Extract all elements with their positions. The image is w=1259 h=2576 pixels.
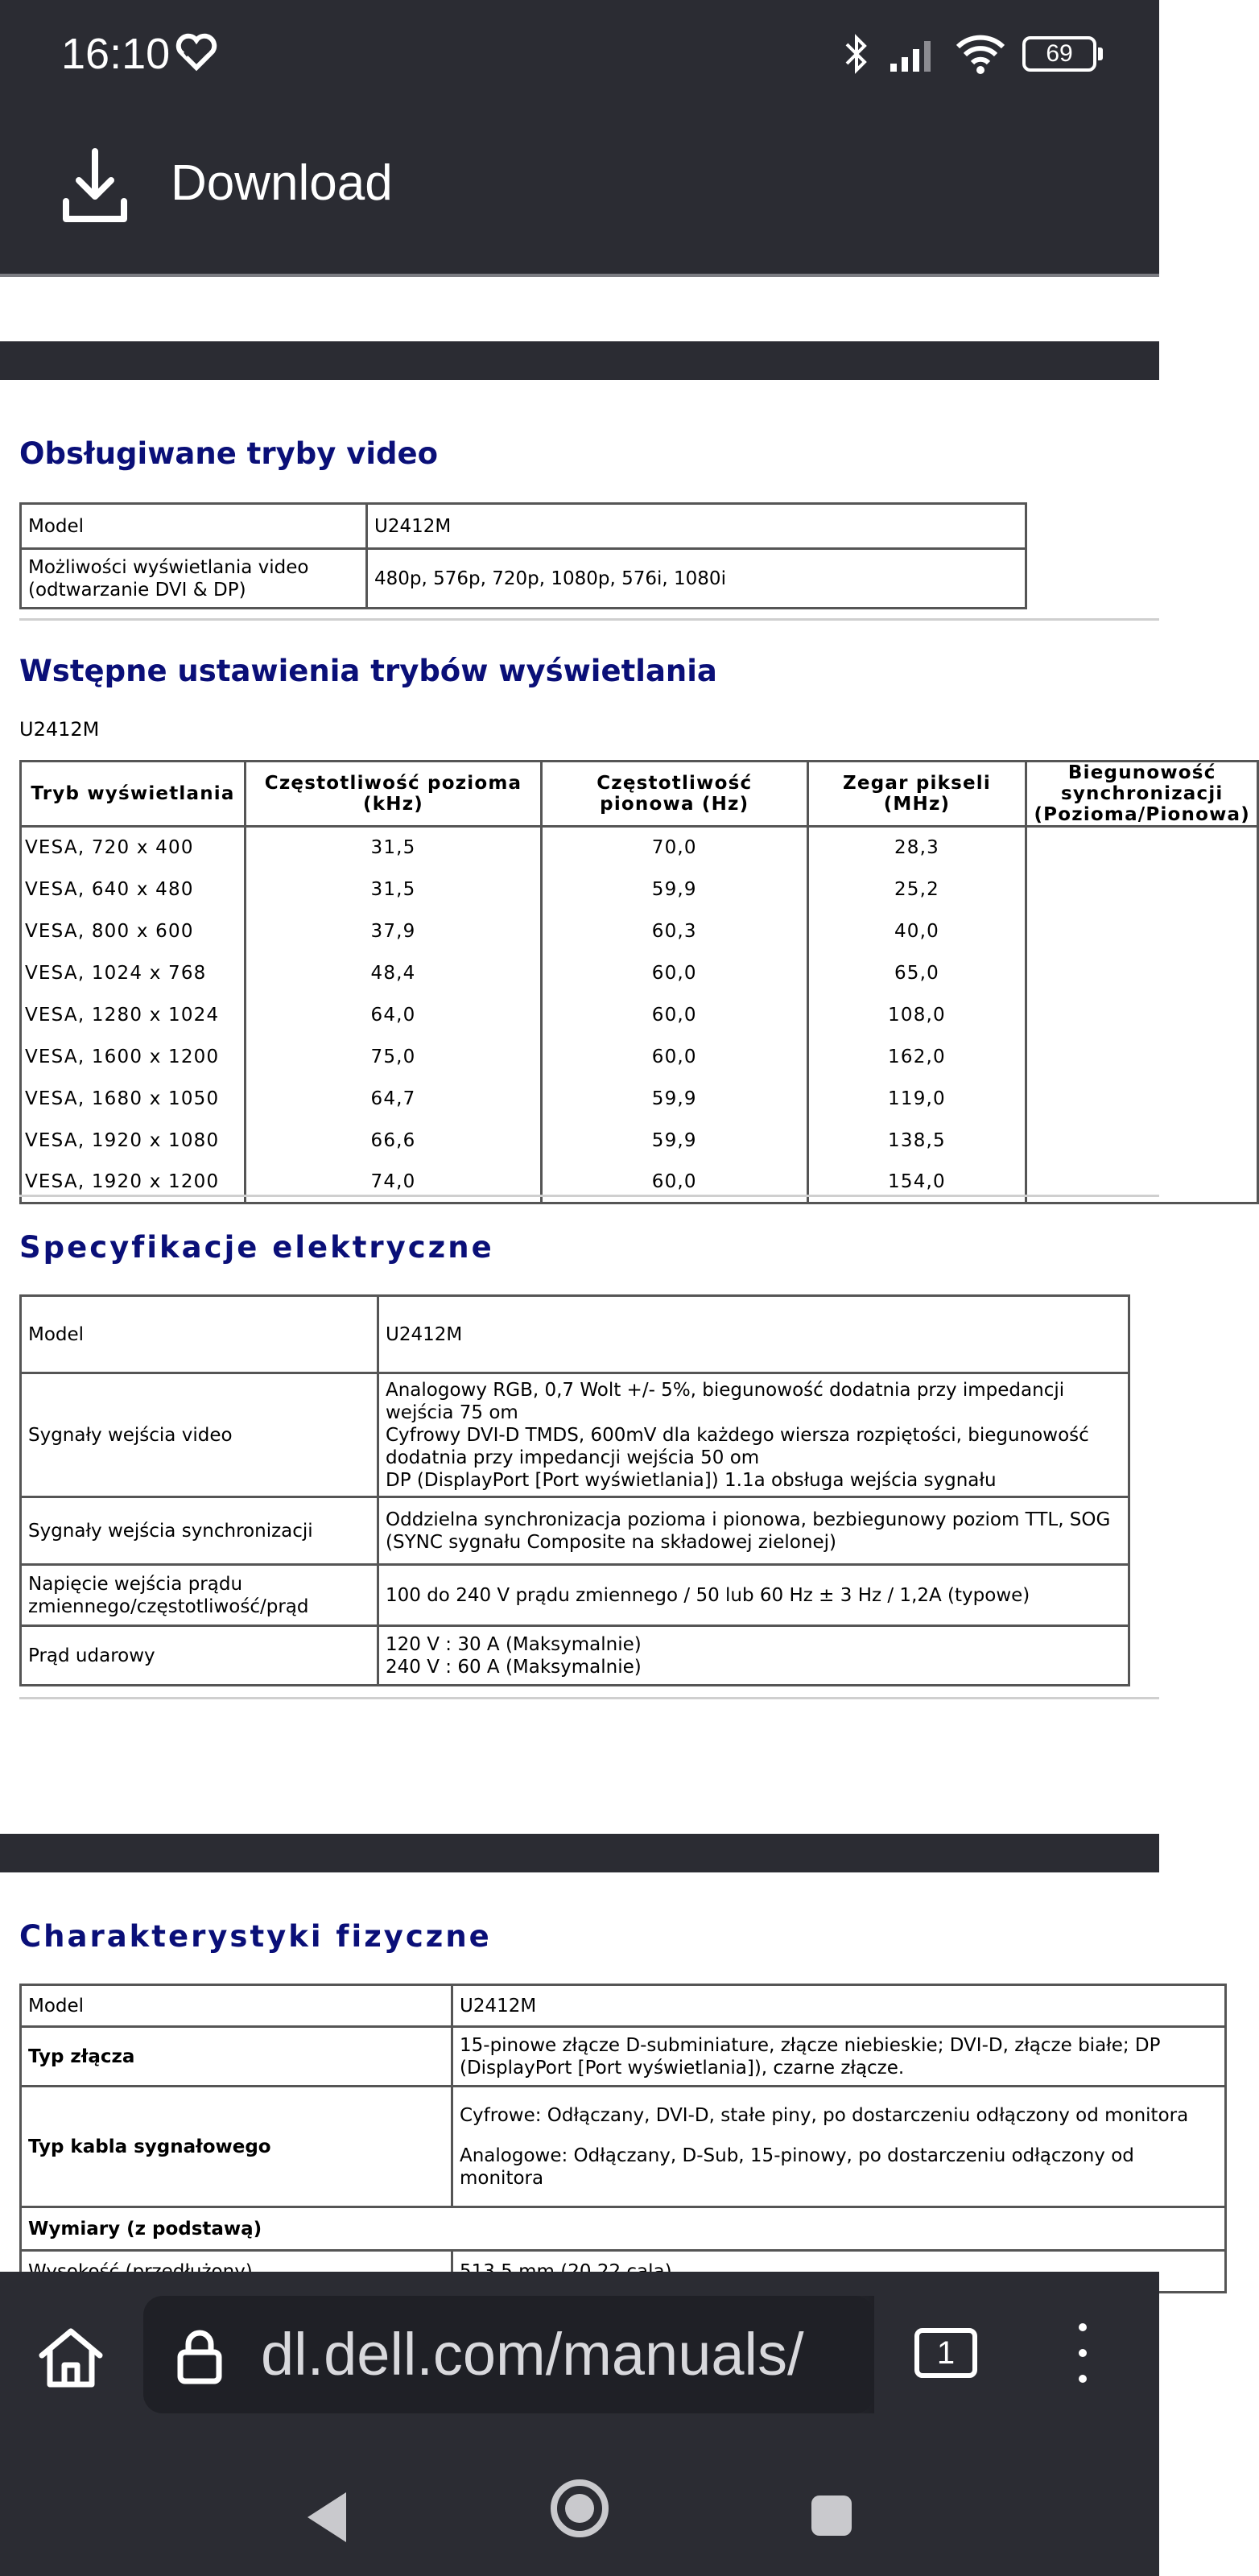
section-band bbox=[0, 1834, 1159, 1872]
home-icon[interactable] bbox=[35, 2325, 106, 2389]
table-cell-label: Typ kabla sygnałowego bbox=[21, 2087, 452, 2207]
table-cell-value bbox=[452, 2087, 1226, 2207]
table-row bbox=[21, 504, 1026, 549]
cell-line: Analogowy RGB, 0,7 Wolt +/- 5%, biegunowość dodatnia przy impedancji wejścia 75 om bbox=[386, 1379, 1065, 1423]
table-cell: 64,7 bbox=[246, 1078, 542, 1120]
column-header: Zegar pikseli (MHz) bbox=[807, 762, 1026, 827]
table-cell: 28,3 bbox=[807, 827, 1026, 869]
table-cell: VESA, 720 x 400 bbox=[21, 827, 246, 869]
table-cell-value: 100 do 240 V prądu zmiennego / 50 lub 60 Hz ± 3 Hz / 1,2A (typowe) bbox=[378, 1565, 1129, 1626]
table-cell-value: Oddzielna synchronizacja pozioma i pionowa, bezbiegunowy poziom TTL, SOG (SYNC sygnału Composite na składowej zielonej) bbox=[378, 1497, 1129, 1565]
table-cell: 60,3 bbox=[542, 910, 807, 952]
tab-switcher-button[interactable]: 1 bbox=[914, 2328, 977, 2378]
heart-health-icon bbox=[175, 35, 217, 71]
table-row bbox=[21, 2087, 1226, 2207]
table-cell: VESA, 1920 x 1080 bbox=[21, 1120, 246, 1162]
table-cell: 59,9 bbox=[542, 869, 807, 910]
table-cell-label: Model bbox=[21, 1296, 378, 1373]
electrical-table bbox=[19, 1294, 1130, 1686]
table-cell: 60,0 bbox=[542, 952, 807, 994]
table-cell: 154,0 bbox=[807, 1162, 1026, 1203]
table-cell: VESA, 1680 x 1050 bbox=[21, 1078, 246, 1120]
page-title: Download bbox=[171, 155, 393, 211]
table-cell: 66,6 bbox=[246, 1120, 542, 1162]
section-title-electrical: Specyfikacje elektryczne bbox=[19, 1230, 494, 1265]
table-cell bbox=[1026, 869, 1258, 910]
nav-home-icon[interactable] bbox=[547, 2476, 612, 2541]
display-modes-table bbox=[19, 760, 1259, 1204]
column-header: Częstotliwość pozioma (kHz) bbox=[246, 762, 542, 827]
table-cell: 37,9 bbox=[246, 910, 542, 952]
section-title-video-modes: Obsługiwane tryby video bbox=[19, 436, 439, 471]
document-content bbox=[0, 277, 1250, 2272]
column-header: Biegunowość synchronizacji (Pozioma/Pionowa) bbox=[1026, 762, 1258, 827]
table-cell: 70,0 bbox=[542, 827, 807, 869]
section-band bbox=[0, 341, 1159, 380]
table-row bbox=[21, 1626, 1129, 1686]
url-text[interactable]: dl.dell.com/manuals/ bbox=[261, 2321, 804, 2388]
battery-level: 69 bbox=[1046, 40, 1073, 67]
table-cell: 60,0 bbox=[542, 1036, 807, 1078]
table-cell: 40,0 bbox=[807, 910, 1026, 952]
table-cell-label: Sygnały wejścia video bbox=[21, 1373, 378, 1497]
table-cell-value: 15-pinowe złącze D-subminiature, złącze niebieskie; DVI-D, złącze białe; DP (DisplayPort [Port wyświetlania]), czarne złącze. bbox=[452, 2027, 1226, 2087]
url-bar[interactable] bbox=[143, 2296, 874, 2413]
table-row bbox=[21, 1120, 1258, 1162]
table-cell bbox=[1026, 827, 1258, 869]
table-row bbox=[21, 1985, 1226, 2027]
table-row bbox=[21, 549, 1026, 609]
table-header-row bbox=[21, 762, 1258, 827]
nav-back-icon[interactable] bbox=[303, 2489, 351, 2545]
table-cell-label: Typ złącza bbox=[21, 2027, 452, 2087]
display-modes-model: U2412M bbox=[19, 718, 100, 741]
table-row bbox=[21, 2207, 1226, 2251]
table-cell: 119,0 bbox=[807, 1078, 1026, 1120]
table-cell bbox=[1026, 1120, 1258, 1162]
table-cell bbox=[1026, 1078, 1258, 1120]
table-row bbox=[21, 994, 1258, 1036]
status-bar bbox=[0, 0, 1159, 105]
more-menu-icon[interactable] bbox=[1071, 2323, 1095, 2388]
table-cell: 31,5 bbox=[246, 827, 542, 869]
section-divider bbox=[19, 1195, 1159, 1197]
table-row bbox=[21, 1497, 1129, 1565]
table-cell bbox=[1026, 910, 1258, 952]
table-row bbox=[21, 910, 1258, 952]
table-cell-value bbox=[378, 1626, 1129, 1686]
url-fade bbox=[826, 2296, 874, 2413]
download-icon[interactable] bbox=[61, 145, 129, 225]
table-cell bbox=[1026, 994, 1258, 1036]
table-cell: 31,5 bbox=[246, 869, 542, 910]
table-cell: 138,5 bbox=[807, 1120, 1026, 1162]
video-modes-table bbox=[19, 502, 1027, 609]
table-cell-value bbox=[378, 1373, 1129, 1497]
app-header bbox=[0, 0, 1159, 277]
table-cell: VESA, 1280 x 1024 bbox=[21, 994, 246, 1036]
table-cell: 60,0 bbox=[542, 1162, 807, 1203]
lock-icon bbox=[175, 2328, 224, 2384]
section-divider bbox=[19, 618, 1159, 621]
table-cell-label: Prąd udarowy bbox=[21, 1626, 378, 1686]
table-cell-value: 480p, 576p, 720p, 1080p, 576i, 1080i bbox=[367, 549, 1026, 609]
section-title-physical: Charakterystyki fizyczne bbox=[19, 1919, 492, 1954]
cell-line: Cyfrowy DVI-D TMDS, 600mV dla każdego wiersza rozpiętości, biegunowość dodatnia przy impedancji wejścia 50 om bbox=[386, 1424, 1089, 1468]
table-cell: VESA, 1600 x 1200 bbox=[21, 1036, 246, 1078]
table-cell bbox=[1026, 1036, 1258, 1078]
table-row bbox=[21, 827, 1258, 869]
bluetooth-icon bbox=[840, 33, 873, 75]
table-row bbox=[21, 1078, 1258, 1120]
physical-table bbox=[19, 1984, 1227, 2293]
column-header: Częstotliwość pionowa (Hz) bbox=[542, 762, 807, 827]
table-cell-label: Sygnały wejścia synchronizacji bbox=[21, 1497, 378, 1565]
cell-line: DP (DisplayPort [Port wyświetlania]) 1.1a obsługa wejścia sygnału bbox=[386, 1469, 997, 1491]
table-cell: 60,0 bbox=[542, 994, 807, 1036]
cell-line: Analogowe: Odłączany, D-Sub, 15-pinowy, po dostarczeniu odłączony od monitora bbox=[460, 2145, 1134, 2189]
table-row bbox=[21, 2027, 1226, 2087]
cell-line: 120 V : 30 A (Maksymalnie) bbox=[386, 1633, 642, 1655]
table-row bbox=[21, 952, 1258, 994]
table-cell-label: Model bbox=[21, 1985, 452, 2027]
cell-spacer bbox=[460, 2127, 1218, 2145]
table-cell-label: Możliwości wyświetlania video (odtwarzanie DVI & DP) bbox=[21, 549, 367, 609]
table-row bbox=[21, 1373, 1129, 1497]
table-cell: VESA, 1920 x 1200 bbox=[21, 1162, 246, 1203]
table-cell: 48,4 bbox=[246, 952, 542, 994]
table-row bbox=[21, 1036, 1258, 1078]
table-cell: VESA, 1024 x 768 bbox=[21, 952, 246, 994]
table-cell: 108,0 bbox=[807, 994, 1026, 1036]
table-cell-label: Wymiary (z podstawą) bbox=[21, 2207, 1226, 2251]
table-row bbox=[21, 869, 1258, 910]
table-cell-value: U2412M bbox=[378, 1296, 1129, 1373]
status-icons bbox=[840, 32, 1096, 76]
table-cell bbox=[1026, 952, 1258, 994]
table-cell: 162,0 bbox=[807, 1036, 1026, 1078]
column-header: Tryb wyświetlania bbox=[21, 762, 246, 827]
table-row bbox=[21, 1296, 1129, 1373]
table-cell: VESA, 800 x 600 bbox=[21, 910, 246, 952]
table-cell: VESA, 640 x 480 bbox=[21, 869, 246, 910]
cell-line: 240 V : 60 A (Maksymalnie) bbox=[386, 1656, 642, 1678]
table-cell-label: Napięcie wejścia prądu zmiennego/częstotliwość/prąd bbox=[21, 1565, 378, 1626]
table-cell: 65,0 bbox=[807, 952, 1026, 994]
table-cell: 75,0 bbox=[246, 1036, 542, 1078]
table-cell-label: Model bbox=[21, 504, 367, 549]
nav-recents-icon[interactable] bbox=[811, 2496, 852, 2536]
wifi-icon bbox=[955, 32, 1006, 76]
signal-icon bbox=[889, 35, 939, 73]
cell-line: Cyfrowe: Odłączany, DVI-D, stałe piny, po dostarczeniu odłączony od monitora bbox=[460, 2104, 1189, 2126]
table-row bbox=[21, 1565, 1129, 1626]
table-cell-value: U2412M bbox=[367, 504, 1026, 549]
status-time: 16:10 bbox=[61, 30, 171, 78]
table-cell: 64,0 bbox=[246, 994, 542, 1036]
table-cell: 25,2 bbox=[807, 869, 1026, 910]
table-cell: 59,9 bbox=[542, 1120, 807, 1162]
battery-icon bbox=[1022, 36, 1096, 72]
table-cell: 74,0 bbox=[246, 1162, 542, 1203]
browser-toolbar bbox=[0, 2272, 1159, 2576]
section-divider bbox=[19, 1697, 1159, 1699]
table-cell-value: U2412M bbox=[452, 1985, 1226, 2027]
section-title-display-modes: Wstępne ustawienia trybów wyświetlania bbox=[19, 654, 717, 688]
table-cell: 59,9 bbox=[542, 1078, 807, 1120]
